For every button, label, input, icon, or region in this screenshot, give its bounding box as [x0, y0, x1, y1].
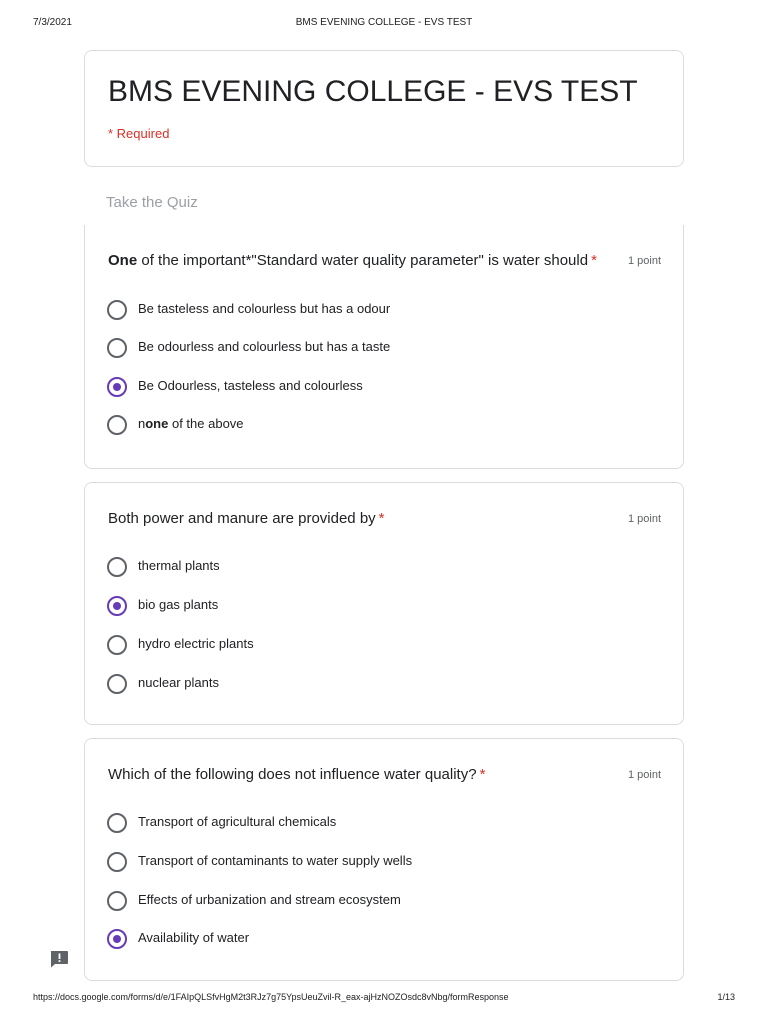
question-text	[108, 509, 608, 529]
radio-button[interactable]	[107, 300, 127, 320]
option-label: Effects of urbanization and stream ecosystem	[138, 892, 401, 907]
form-title: BMS EVENING COLLEGE - EVS TEST	[108, 75, 638, 108]
radio-button[interactable]	[107, 813, 127, 833]
question-points: 1 point	[627, 255, 661, 267]
question-card-2	[84, 482, 684, 725]
option-radio[interactable]	[107, 414, 647, 436]
question-text-rest: Which of the following does not influence water quality?	[108, 766, 477, 783]
option-label: Transport of contaminants to water supply wells	[138, 853, 413, 868]
question-points: 1 point	[627, 513, 661, 525]
option-label: Be odourless and colourless but has a taste	[138, 339, 391, 354]
radio-button-checked[interactable]	[107, 929, 127, 949]
radio-button[interactable]	[107, 852, 127, 872]
option-radio-selected[interactable]	[107, 928, 647, 950]
question-points: 1 point	[627, 769, 661, 781]
option-radio-selected[interactable]	[107, 595, 647, 617]
print-header	[33, 17, 735, 31]
option-radio[interactable]	[107, 634, 647, 656]
option-radio[interactable]	[107, 299, 647, 321]
option-label-pre: n	[138, 416, 146, 431]
option-radio[interactable]	[107, 812, 647, 834]
option-label: Be tasteless and colourless but has a odour	[138, 301, 391, 316]
question-text-rest: Both power and manure are provided by	[108, 510, 376, 527]
feedback-icon[interactable]	[49, 950, 69, 968]
option-label: nuclear plants	[138, 675, 219, 690]
option-radio[interactable]	[107, 556, 647, 578]
required-asterisk: *	[591, 252, 597, 269]
print-date: 7/3/2021	[33, 17, 72, 28]
option-radio[interactable]	[107, 337, 647, 359]
option-label: Availability of water	[138, 930, 250, 945]
option-label: thermal plants	[138, 558, 220, 573]
radio-button[interactable]	[107, 557, 127, 577]
question-text-bold: One	[108, 252, 138, 269]
radio-button[interactable]	[107, 635, 127, 655]
option-label: Be Odourless, tasteless and colourless	[138, 378, 363, 393]
required-asterisk: *	[378, 510, 385, 527]
question-card-1	[84, 225, 684, 469]
print-page-number: 1/13	[717, 992, 735, 1002]
print-footer	[33, 992, 735, 1006]
option-label-post: of the above	[168, 416, 244, 431]
required-asterisk: *	[479, 766, 486, 783]
option-label	[138, 416, 244, 431]
option-label-bold: one	[145, 416, 169, 431]
option-radio[interactable]	[107, 890, 647, 912]
option-radio-selected[interactable]	[107, 376, 647, 398]
section-title: Take the Quiz	[106, 194, 198, 211]
question-text	[108, 765, 608, 785]
print-url: https://docs.google.com/forms/d/e/1FAIpQLSfvHgM2t3RJz7g75YpsUeuZvil-R_eax-ajHzNOZOsdc8vNbg/formResponse	[33, 992, 509, 1002]
radio-button[interactable]	[107, 891, 127, 911]
question-text-rest: of the important*"Standard water quality parameter" is water should	[137, 252, 589, 269]
radio-button-checked[interactable]	[107, 596, 127, 616]
radio-button[interactable]	[107, 674, 127, 694]
option-label: bio gas plants	[138, 597, 219, 612]
question-text	[108, 251, 608, 271]
option-radio[interactable]	[107, 851, 647, 873]
radio-button[interactable]	[107, 338, 127, 358]
radio-button[interactable]	[107, 415, 127, 435]
radio-button-checked[interactable]	[107, 377, 127, 397]
option-label: hydro electric plants	[138, 636, 254, 651]
form-header-card	[84, 50, 684, 167]
required-note: * Required	[108, 126, 170, 141]
option-label: Transport of agricultural chemicals	[138, 814, 337, 829]
option-radio[interactable]	[107, 673, 647, 695]
question-card-3	[84, 738, 684, 981]
print-doc-title: BMS EVENING COLLEGE - EVS TEST	[295, 17, 473, 28]
